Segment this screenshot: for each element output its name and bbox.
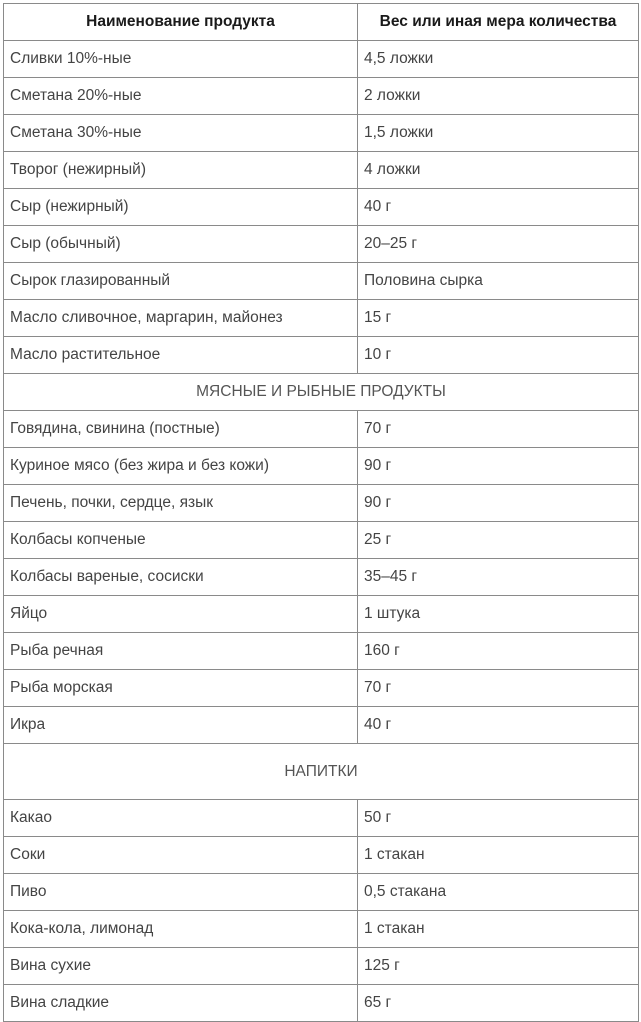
product-name-cell: Сырок глазированный <box>4 263 358 300</box>
quantity-cell: Половина сырка <box>358 263 639 300</box>
product-name-cell: Вина сладкие <box>4 985 358 1022</box>
product-name-cell: Соки <box>4 837 358 874</box>
product-name-cell: Сыр (обычный) <box>4 226 358 263</box>
quantity-cell: 65 г <box>358 985 639 1022</box>
quantity-cell: 40 г <box>358 189 639 226</box>
quantity-cell: 15 г <box>358 300 639 337</box>
quantity-cell: 1,5 ложки <box>358 115 639 152</box>
product-name-cell: Пиво <box>4 874 358 911</box>
quantity-cell: 90 г <box>358 485 639 522</box>
product-name-cell: Какао <box>4 800 358 837</box>
table-row <box>4 411 639 448</box>
product-name-cell: Колбасы копченые <box>4 522 358 559</box>
product-name-cell: Рыба морская <box>4 670 358 707</box>
product-name-cell: Колбасы вареные, сосиски <box>4 559 358 596</box>
product-quantity-table <box>3 3 639 1022</box>
table-row <box>4 559 639 596</box>
product-name-cell: Сметана 30%-ные <box>4 115 358 152</box>
quantity-cell: 70 г <box>358 670 639 707</box>
table-row <box>4 226 639 263</box>
table-row <box>4 800 639 837</box>
product-name-cell: Сыр (нежирный) <box>4 189 358 226</box>
table-row <box>4 263 639 300</box>
product-name-cell: Масло растительное <box>4 337 358 374</box>
quantity-cell: 25 г <box>358 522 639 559</box>
table-row <box>4 596 639 633</box>
table-row <box>4 78 639 115</box>
section-title: МЯСНЫЕ И РЫБНЫЕ ПРОДУКТЫ <box>4 374 639 411</box>
quantity-cell: 2 ложки <box>358 78 639 115</box>
quantity-cell: 10 г <box>358 337 639 374</box>
header-quantity: Вес или иная мера количества <box>358 4 639 41</box>
product-name-cell: Вина сухие <box>4 948 358 985</box>
quantity-cell: 50 г <box>358 800 639 837</box>
table-row <box>4 189 639 226</box>
table-row <box>4 707 639 744</box>
table-row <box>4 300 639 337</box>
table-row <box>4 837 639 874</box>
product-name-cell: Масло сливочное, маргарин, майонез <box>4 300 358 337</box>
quantity-cell: 4,5 ложки <box>358 41 639 78</box>
quantity-cell: 40 г <box>358 707 639 744</box>
product-name-cell: Творог (нежирный) <box>4 152 358 189</box>
table-row <box>4 911 639 948</box>
quantity-cell: 1 стакан <box>358 911 639 948</box>
table-row <box>4 41 639 78</box>
product-name-cell: Рыба речная <box>4 633 358 670</box>
table-row <box>4 152 639 189</box>
header-product-name: Наименование продукта <box>4 4 358 41</box>
table-header-row <box>4 4 639 41</box>
product-name-cell: Икра <box>4 707 358 744</box>
quantity-cell: 160 г <box>358 633 639 670</box>
table-row <box>4 337 639 374</box>
section-header-row <box>4 744 639 800</box>
table-row <box>4 948 639 985</box>
quantity-cell: 1 стакан <box>358 837 639 874</box>
product-name-cell: Яйцо <box>4 596 358 633</box>
product-name-cell: Говядина, свинина (постные) <box>4 411 358 448</box>
section-title: НАПИТКИ <box>4 744 639 800</box>
table-row <box>4 522 639 559</box>
quantity-cell: 1 штука <box>358 596 639 633</box>
quantity-cell: 125 г <box>358 948 639 985</box>
product-name-cell: Кока-кола, лимонад <box>4 911 358 948</box>
table-row <box>4 874 639 911</box>
quantity-cell: 20–25 г <box>358 226 639 263</box>
table-row <box>4 485 639 522</box>
product-name-cell: Куриное мясо (без жира и без кожи) <box>4 448 358 485</box>
section-header-row <box>4 374 639 411</box>
quantity-cell: 4 ложки <box>358 152 639 189</box>
quantity-cell: 70 г <box>358 411 639 448</box>
table-row <box>4 115 639 152</box>
table-row <box>4 633 639 670</box>
table-row <box>4 670 639 707</box>
product-name-cell: Сметана 20%-ные <box>4 78 358 115</box>
product-name-cell: Печень, почки, сердце, язык <box>4 485 358 522</box>
quantity-cell: 35–45 г <box>358 559 639 596</box>
quantity-cell: 90 г <box>358 448 639 485</box>
table-row <box>4 448 639 485</box>
table-body <box>4 41 639 1022</box>
product-name-cell: Сливки 10%-ные <box>4 41 358 78</box>
quantity-cell: 0,5 стакана <box>358 874 639 911</box>
